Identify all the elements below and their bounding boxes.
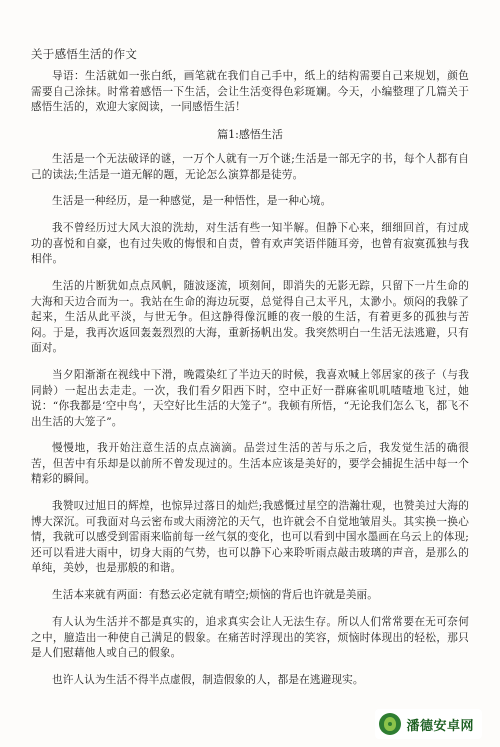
paragraph-10: 也许人认为生活不得半点虚假，制造假象的人，都是在逃避现实。 bbox=[52, 674, 364, 686]
paragraph-1: 生活是一个无法破译的谜，一万个人就有一万个谜;生活是一部无字的书，每个人都有自己的读法;生活是一道无解的题，无论怎么演算都是徒劳。 bbox=[31, 153, 469, 181]
paragraph-9: 有人认为生活并不都是真实的，追求真实会让人无法生存。所以人们常常要在无可奈何之中，臆造出一种使自己满足的假象。在痛苦时浮现出的笑容，烦恼时体现出的轻松，那只是人们慰藉他人或自己的假象。 bbox=[31, 616, 469, 660]
paragraph-3: 我不曾经历过大风大浪的洗劫，对生活有些一知半解。但静下心来，细细回首，有过成功的喜悦和自豪，也有过失败的悔恨和自责，曾有欢声笑语伴随耳旁，也曾有寂寞孤独与我相伴。 bbox=[31, 222, 469, 266]
section-title: 篇1:感悟生活 bbox=[217, 128, 283, 141]
watermark-text: 潘德安卓网 bbox=[406, 718, 474, 734]
paragraph-7: 我赞叹过旭日的辉煌，也惊异过落日的灿烂;我感慨过星空的浩瀚壮观，也赞美过大海的博大深沉。可我面对乌云密布或大雨滂沱的天气，也许就会不自觉地皱眉头。其实换一换心情，我就可以感受到雷雨来临前每一丝气氛的变化，也可以看到中国水墨画在乌云上的体现;还可以看进大雨中，切身大雨的气势，也可以静下心来聆听雨点敲击玻璃的声音，是那么的单纯，美妙，也是那般的和谐。 bbox=[31, 500, 469, 575]
paragraph-4: 生活的片断犹如点点风帆，随波逐流，顷刻间，即消失的无影无踪，只留下一片生命的大海和天边合而为一。我站在生命的海边玩耍，总觉得自己太平凡，太渺小。烦闷的我躲了起来，生活从此平淡，与世无争。但这静得像沉睡的夜一般的生活，有着更多的孤独与苦闷。于是，我再次返回轰轰烈烈的大海，重新扬帆出发。我突然明白一生活无法逃避，只有面对。 bbox=[31, 280, 469, 355]
site-watermark bbox=[375, 709, 482, 739]
document-title: 关于感悟生活的作文 bbox=[31, 47, 138, 61]
paragraph-2: 生活是一种经历，是一种感觉，是一种悟性，是一种心境。 bbox=[52, 195, 332, 207]
paragraph-8: 生活本来就有两面：有愁云必定就有晴空;烦恼的背后也许就是美丽。 bbox=[52, 589, 379, 601]
paragraph-5: 当夕阳渐渐在视线中下滑，晚霞染红了半边天的时候，我喜欢喊上邻居家的孩子（与我同龄）一起出去走走。一次，我们看夕阳西下时，空中正好一群麻雀叽叽喳喳地飞过，她说：“你我都是‘空中鸟’，天空好比生活的大笼子”。我顿有所悟，“无论我们怎么飞，都飞不出生活的大笼子”。 bbox=[31, 369, 469, 428]
leaf-logo-icon bbox=[379, 713, 401, 735]
intro-paragraph: 导语：生活就如一张白纸，画笔就在我们自己手中，纸上的结构需要自己来规划，颜色需要自己涂抹。时常着感悟一下生活，会让生活变得色彩斑斓。今天，小编整理了几篇关于感悟生活的，欢迎大家阅读，一同感悟生活！ bbox=[31, 70, 469, 114]
paragraph-6: 慢慢地，我开始注意生活的点点滴滴。品尝过生活的苦与乐之后，我发觉生活的确很苦，但苦中有乐却是以前所不曾发现过的。生活本应该是美好的，要学会捕捉生活中每一个精彩的瞬间。 bbox=[31, 442, 469, 486]
